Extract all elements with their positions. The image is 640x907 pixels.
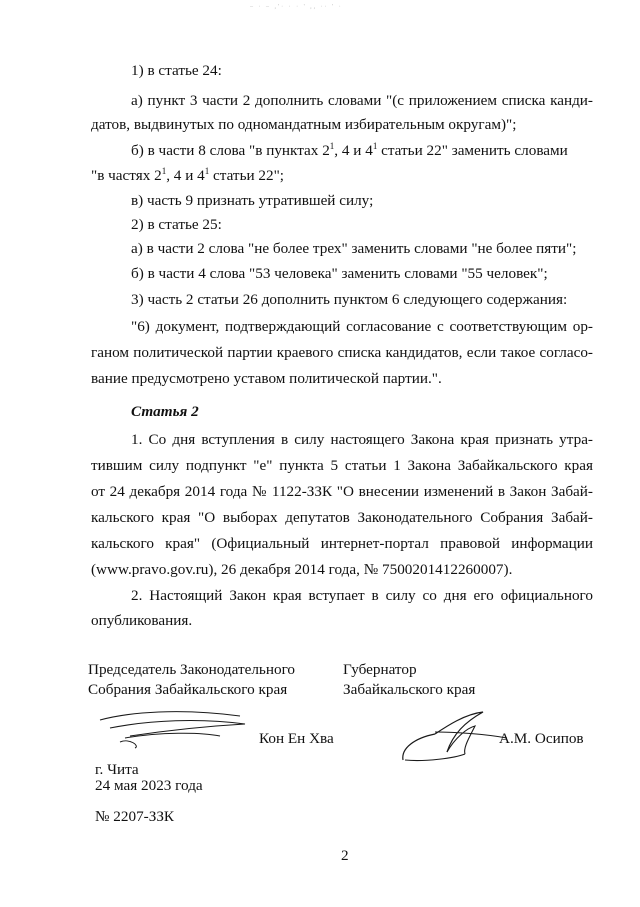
date-of-signing: 24 мая 2023 года [95, 777, 203, 794]
item-1b-line2-e: статьи 22"; [209, 167, 285, 184]
left-signatory-title-2: Собрания Забайкальского края [88, 681, 288, 698]
left-handwritten-signature [90, 702, 250, 752]
left-signatory-name: Кон Ен Хва [259, 730, 334, 747]
item-1a-line-1: а) пункт 3 части 2 дополнить словами "(с приложением списка канди- [131, 92, 593, 109]
right-signatory-name: А.М. Осипов [499, 730, 584, 747]
right-signatory-title-1: Губернатор [343, 661, 417, 678]
scan-artifact: – · – ,'· · · ' ,, ·· ' · [250, 4, 343, 10]
superscript: 1 [204, 166, 210, 176]
item-1b-line-1 [131, 142, 593, 160]
article-2-p1-line-6: (www.pravo.gov.ru), 26 декабря 2014 года, № 7500201412260007). [91, 561, 513, 578]
right-handwritten-signature [395, 708, 515, 768]
item-2b: б) в части 4 слова "53 человека" заменить словами "55 человек"; [131, 265, 548, 282]
article-2-p1-line-2: тившим силу подпункт "е" пункта 5 статьи 1 Закона Забайкальского края [91, 457, 593, 474]
superscript: 1 [161, 166, 167, 176]
item-1b-text-a: б) в части 8 слова "в пунктах 2 [131, 142, 330, 159]
left-signatory-title-1: Председатель Законодательного [88, 661, 296, 678]
article-2-p2-line-1: 2. Настоящий Закон края вступает в силу со дня его официального [131, 587, 593, 604]
item-1b-line-2 [91, 167, 284, 185]
item-3-quote-line-1: "6) документ, подтверждающий согласование с соответствующим ор- [131, 318, 593, 335]
item-1-heading: 1) в статье 24: [131, 62, 222, 79]
item-2a: а) в части 2 слова "не более трех" заменить словами "не более пяти"; [131, 240, 577, 257]
article-2-p2-line-2: опубликования. [91, 612, 193, 629]
item-3-quote-line-3: вание предусмотрено уставом политической партии.". [91, 370, 442, 387]
article-2-p1-line-3: от 24 декабря 2014 года № 1122-ЗЗК "О внесении изменений в Закон Забай- [91, 483, 593, 500]
article-2-p1-line-1: 1. Со дня вступления в силу настоящего Закона края признать утра- [131, 431, 593, 448]
article-2-heading: Статья 2 [131, 403, 199, 420]
superscript: 1 [329, 141, 335, 151]
item-3-quote-line-2: ганом политической партии краевого списка кандидатов, если такое согласо- [91, 344, 593, 361]
article-2-p1-line-4: кальского края "О выборах депутатов Законодательного Собрания Забай- [91, 509, 593, 526]
item-1b-line2-a: "в частях 2 [91, 167, 162, 184]
item-1c: в) часть 9 признать утратившей силу; [131, 192, 374, 209]
page-number: 2 [341, 847, 349, 864]
item-1b-line2-c: , 4 и 4 [166, 167, 205, 184]
item-2-heading: 2) в статье 25: [131, 216, 222, 233]
item-1b-text-e: статьи 22" заменить словами [377, 142, 568, 159]
item-1b-text-part [131, 142, 568, 160]
item-3: 3) часть 2 статьи 26 дополнить пунктом 6 следующего содержания: [131, 291, 568, 308]
item-1a-line-2: датов, выдвинутых по одномандатным избирательным округам)"; [91, 116, 517, 133]
superscript: 1 [372, 141, 378, 151]
article-2-p1-line-5: кальского края" (Официальный интернет-портал правовой информации [91, 535, 593, 552]
right-signatory-title-2: Забайкальского края [343, 681, 476, 698]
item-1b-text-c: , 4 и 4 [334, 142, 373, 159]
law-number: № 2207-ЗЗК [95, 808, 175, 825]
place-of-signing: г. Чита [95, 761, 139, 778]
